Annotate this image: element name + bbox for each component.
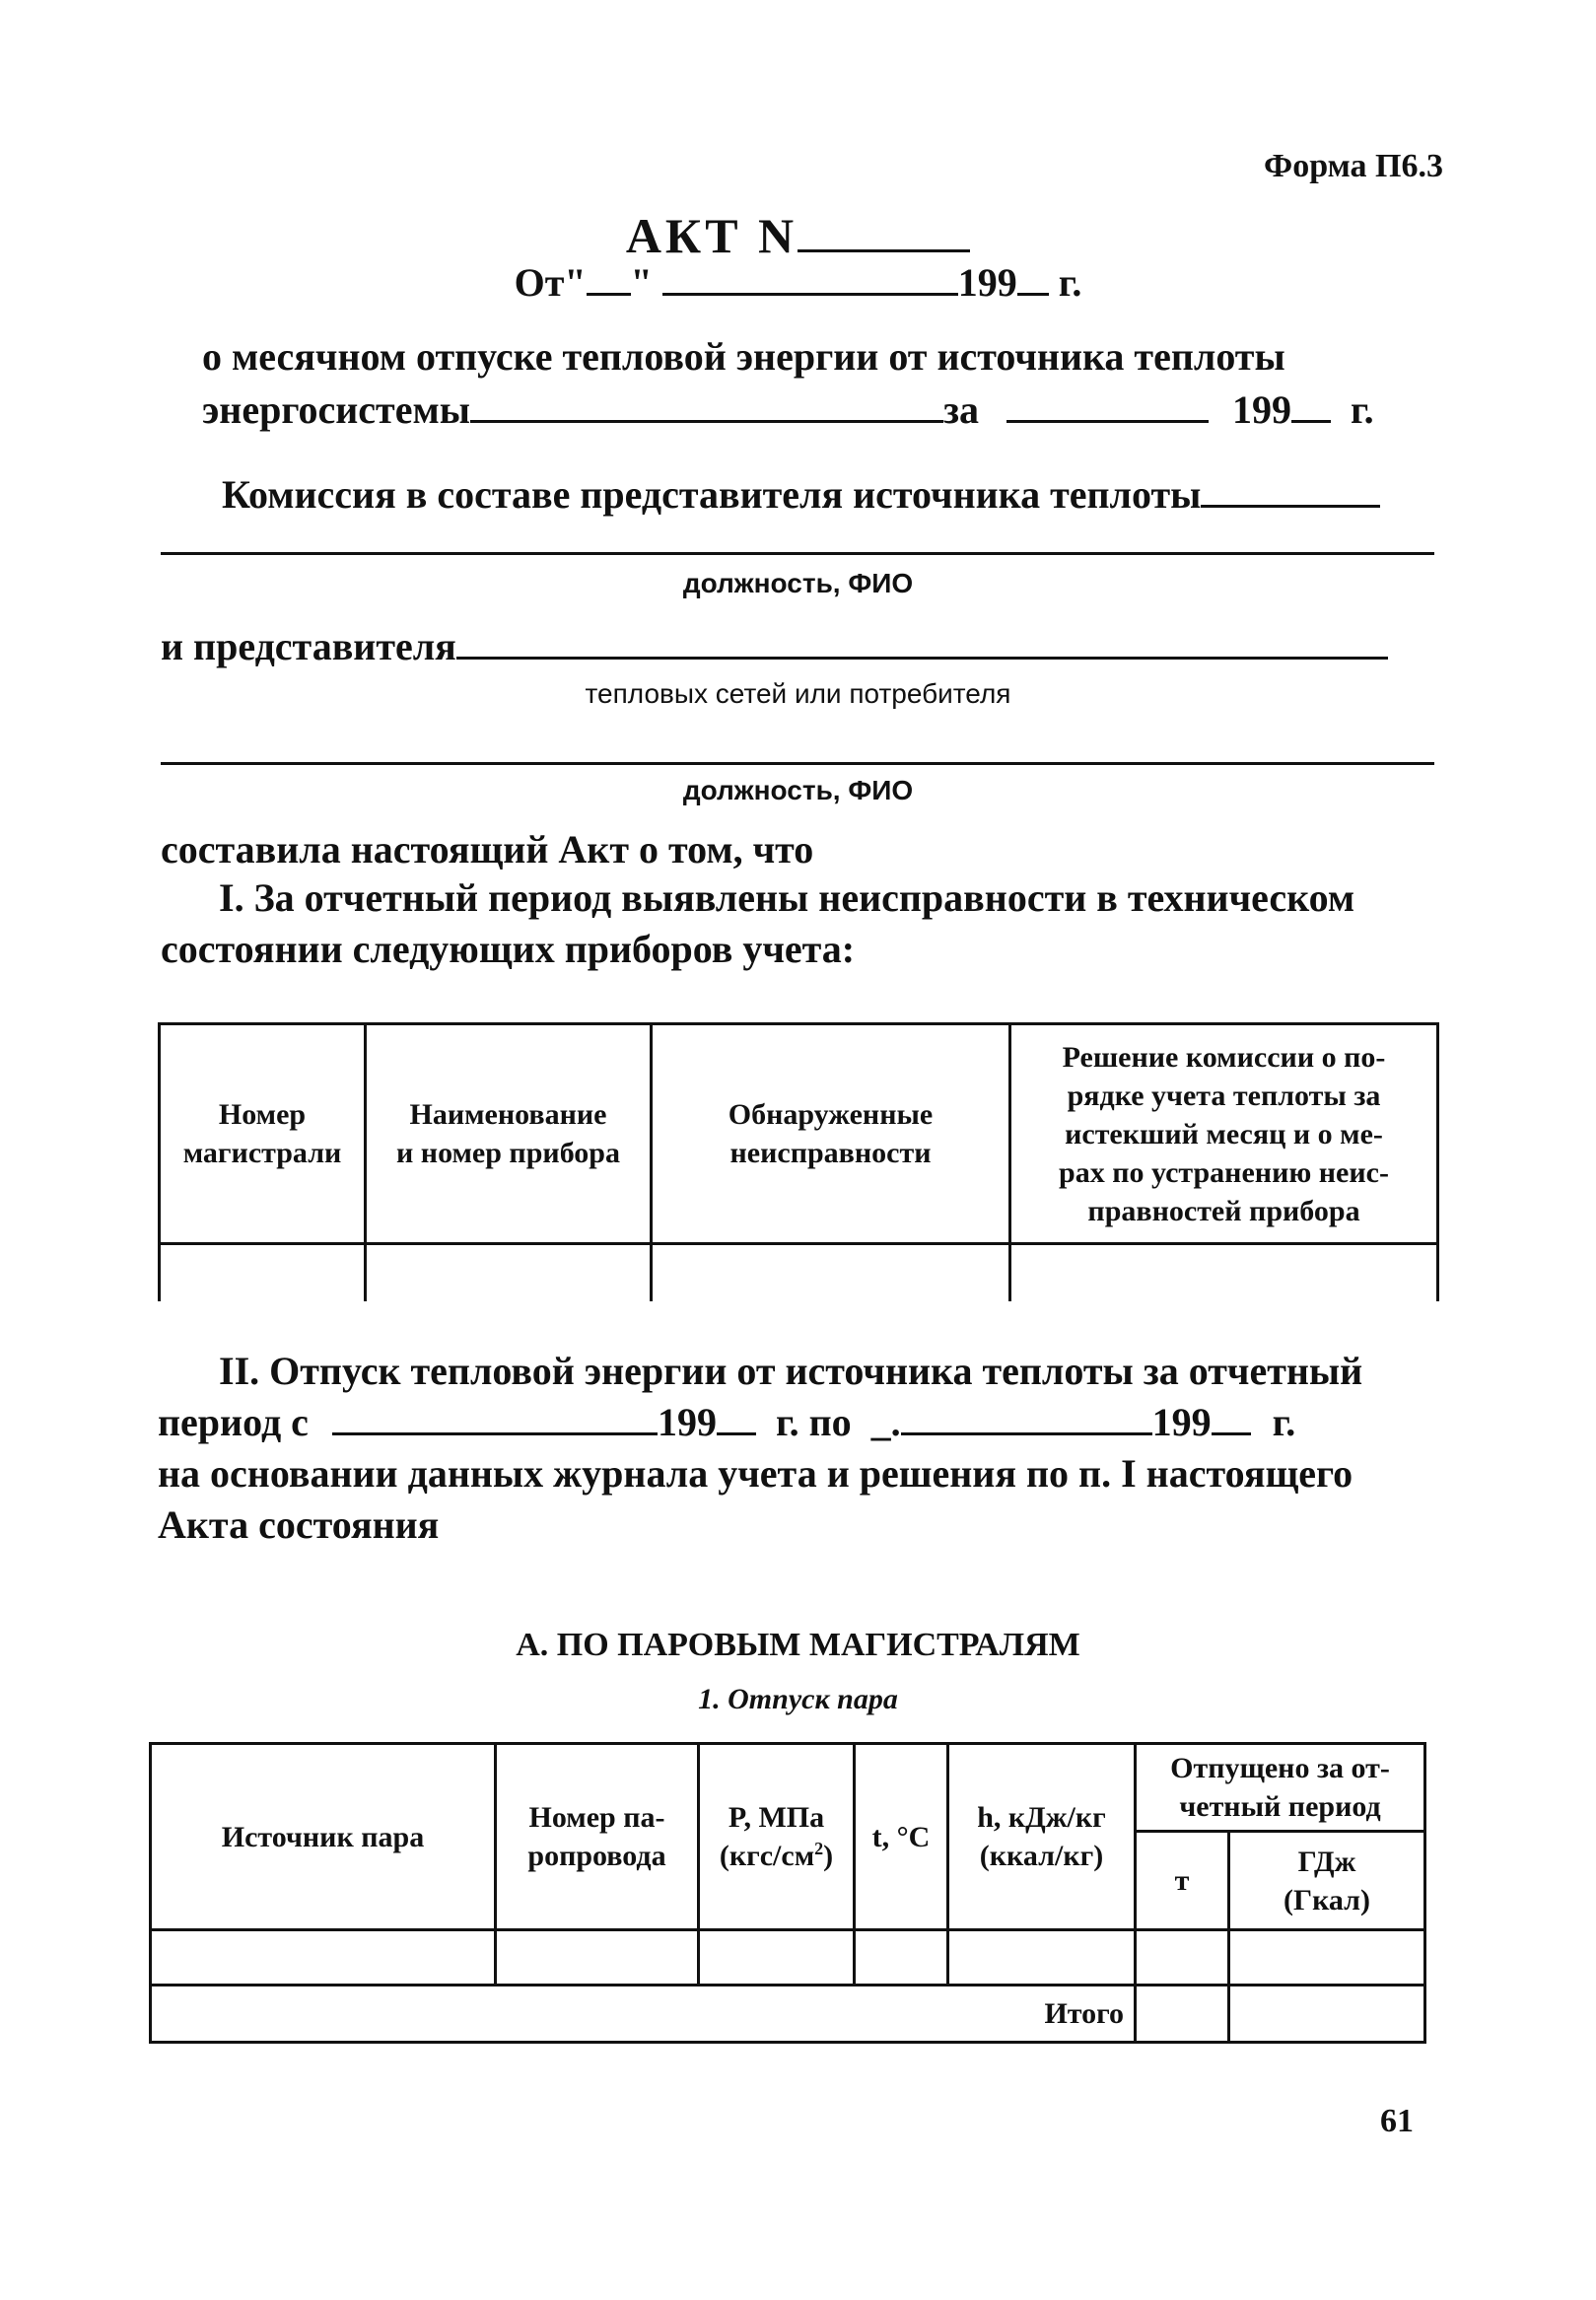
col-pressure: [699, 1744, 855, 1930]
period-year-1-field: [717, 1431, 756, 1435]
subject-line-2: [202, 386, 1374, 433]
subject-year-field: [1291, 419, 1331, 423]
col-steam-source: Источник пара: [151, 1744, 496, 1930]
section2-line-2: [158, 1399, 1295, 1445]
section-a-title: А. ПО ПАРОВЫМ МАГИСТРАЛЯМ: [516, 1627, 1080, 1663]
and-representative-text: и представителя: [161, 624, 456, 668]
period-end-field: [901, 1431, 1152, 1435]
col-decision-l2: рядке учета теплоты за: [1067, 1079, 1381, 1112]
total-label: Итого: [151, 1986, 1136, 2043]
steam-cell-1: [151, 1930, 496, 1986]
col-device-name-l1: Наименование: [409, 1098, 607, 1131]
section-a-subtitle: 1. Отпуск пара: [698, 1683, 898, 1715]
col-released-gj-l2: (Гкал): [1284, 1883, 1370, 1917]
col-main-number-l2: магистрали: [182, 1137, 342, 1169]
steam-cell-6: [1136, 1930, 1229, 1986]
section1-line-2: состоянии следующих приборов учета:: [161, 927, 856, 971]
defects-cell-2: [366, 1244, 652, 1301]
section2-line-3: на основании данных журнала учета и решения по п. I настоящего: [158, 1451, 1353, 1496]
col-defects: [652, 1024, 1010, 1244]
col-decision-l4: рах по устранению неис-: [1059, 1155, 1389, 1189]
caption-position-name-2: должность, ФИО: [682, 775, 914, 805]
col-defects-l2: неисправности: [729, 1137, 932, 1169]
col-released: [1136, 1744, 1425, 1832]
defects-header-row: [160, 1024, 1438, 1244]
steam-table: [149, 1742, 1426, 2044]
defects-empty-row: [160, 1244, 1438, 1301]
compiled-line: составила настоящий Акт о том, что: [161, 827, 814, 871]
subject-year: 199: [1232, 387, 1292, 432]
col-pressure-sup: 2: [814, 1839, 824, 1858]
period-year-2-field: [1212, 1431, 1251, 1435]
period-year-2: 199: [1151, 1400, 1212, 1444]
col-pipeline-number-l2: ропровода: [527, 1840, 666, 1872]
total-tons-cell: [1136, 1986, 1229, 2043]
subject-line-1: о месячном отпуске тепловой энергии от источника теплоты: [202, 334, 1285, 379]
col-pressure-l1: P, МПа: [728, 1801, 825, 1834]
date-year: 199: [957, 260, 1017, 305]
col-pressure-close: ): [823, 1840, 834, 1872]
steam-cell-3: [699, 1930, 855, 1986]
col-pipeline-number-l1: Номер па-: [528, 1801, 665, 1834]
date-day-field: [587, 292, 631, 296]
period-start-field: [332, 1431, 658, 1435]
caption-position-name-1: должность, ФИО: [682, 568, 914, 598]
act-title: [0, 207, 1596, 264]
date-year-field: [1017, 292, 1049, 296]
col-temperature: t, °С: [855, 1744, 948, 1930]
col-released-gj: [1229, 1832, 1425, 1930]
col-decision-l5: правностей прибора: [1087, 1194, 1360, 1227]
defects-cell-4: [1010, 1244, 1438, 1301]
defects-cell-1: [160, 1244, 366, 1301]
subject-energy-system: энергосистемы: [202, 387, 470, 432]
caption-networks: тепловых сетей или потребителя: [585, 678, 1011, 709]
section1-line-1: I. За отчетный период выявлены неисправности в техническом: [219, 875, 1355, 920]
col-released-l1: Отпущено за от-: [1170, 1752, 1390, 1784]
col-enthalpy-l2: (ккал/кг): [979, 1840, 1104, 1872]
act-number-field: [798, 248, 970, 252]
source-rep-line: [161, 552, 1434, 555]
steam-empty-row: [151, 1930, 1425, 1986]
period-year-1: 199: [657, 1400, 717, 1444]
steam-total-row: [151, 1986, 1425, 2043]
date-month-field: [662, 292, 958, 296]
col-decision-l3: истекший месяц и о ме-: [1065, 1117, 1383, 1150]
date-prefix: От": [514, 260, 587, 305]
col-device-name: [366, 1024, 652, 1244]
col-released-gj-l1: ГДж: [1297, 1845, 1356, 1878]
energy-system-field: [470, 419, 943, 423]
date-suffix: г.: [1058, 260, 1082, 305]
period-to: г. по: [775, 1400, 852, 1444]
col-defects-l1: Обнаруженные: [728, 1098, 934, 1131]
period-dot: _.: [870, 1400, 901, 1444]
steam-cell-4: [855, 1930, 948, 1986]
steam-header-row-1: [151, 1744, 1425, 1832]
col-enthalpy-l1: h, кДж/кг: [977, 1801, 1106, 1834]
and-representative-line: [161, 623, 1388, 669]
col-main-number-l1: Номер: [218, 1098, 307, 1131]
col-pressure-l2: [706, 1837, 847, 1875]
section2-line-1: II. Отпуск тепловой энергии от источника теплоты за отчетный: [219, 1349, 1363, 1393]
period-from: период с: [158, 1400, 309, 1444]
steam-cell-7: [1229, 1930, 1425, 1986]
defects-table: [158, 1022, 1439, 1301]
period-field: [1006, 419, 1209, 423]
period-suffix: г.: [1272, 1400, 1296, 1444]
source-rep-field: [1201, 504, 1380, 508]
steam-cell-5: [948, 1930, 1136, 1986]
col-decision: [1010, 1024, 1438, 1244]
act-date: [0, 259, 1596, 306]
section2-line-4: Акта состояния: [158, 1502, 440, 1547]
col-main-number: [160, 1024, 366, 1244]
subject-for: за: [942, 387, 980, 432]
col-released-tons: т: [1136, 1832, 1229, 1930]
subject-suffix: г.: [1351, 387, 1374, 432]
date-quote: ": [630, 260, 653, 305]
total-gj-cell: [1229, 1986, 1425, 2043]
col-device-name-l2: и номер прибора: [396, 1137, 620, 1169]
form-label: Форма П6.3: [1264, 148, 1443, 184]
col-decision-l1: Решение комиссии о по-: [1062, 1040, 1386, 1074]
defects-cell-3: [652, 1244, 1010, 1301]
col-enthalpy: [948, 1744, 1136, 1930]
col-pipeline-number: [496, 1744, 699, 1930]
network-rep-line: [161, 762, 1434, 765]
page-number: 61: [1380, 2103, 1414, 2139]
commission-text: Комиссия в составе представителя источника теплоты: [222, 472, 1202, 517]
commission-line: [222, 471, 1380, 518]
col-released-l2: четный период: [1179, 1790, 1381, 1823]
steam-cell-2: [496, 1930, 699, 1986]
col-pressure-unit: (кгс/см: [719, 1840, 815, 1872]
act-title-text: АКТ N: [625, 208, 798, 263]
network-rep-field: [456, 656, 1388, 660]
